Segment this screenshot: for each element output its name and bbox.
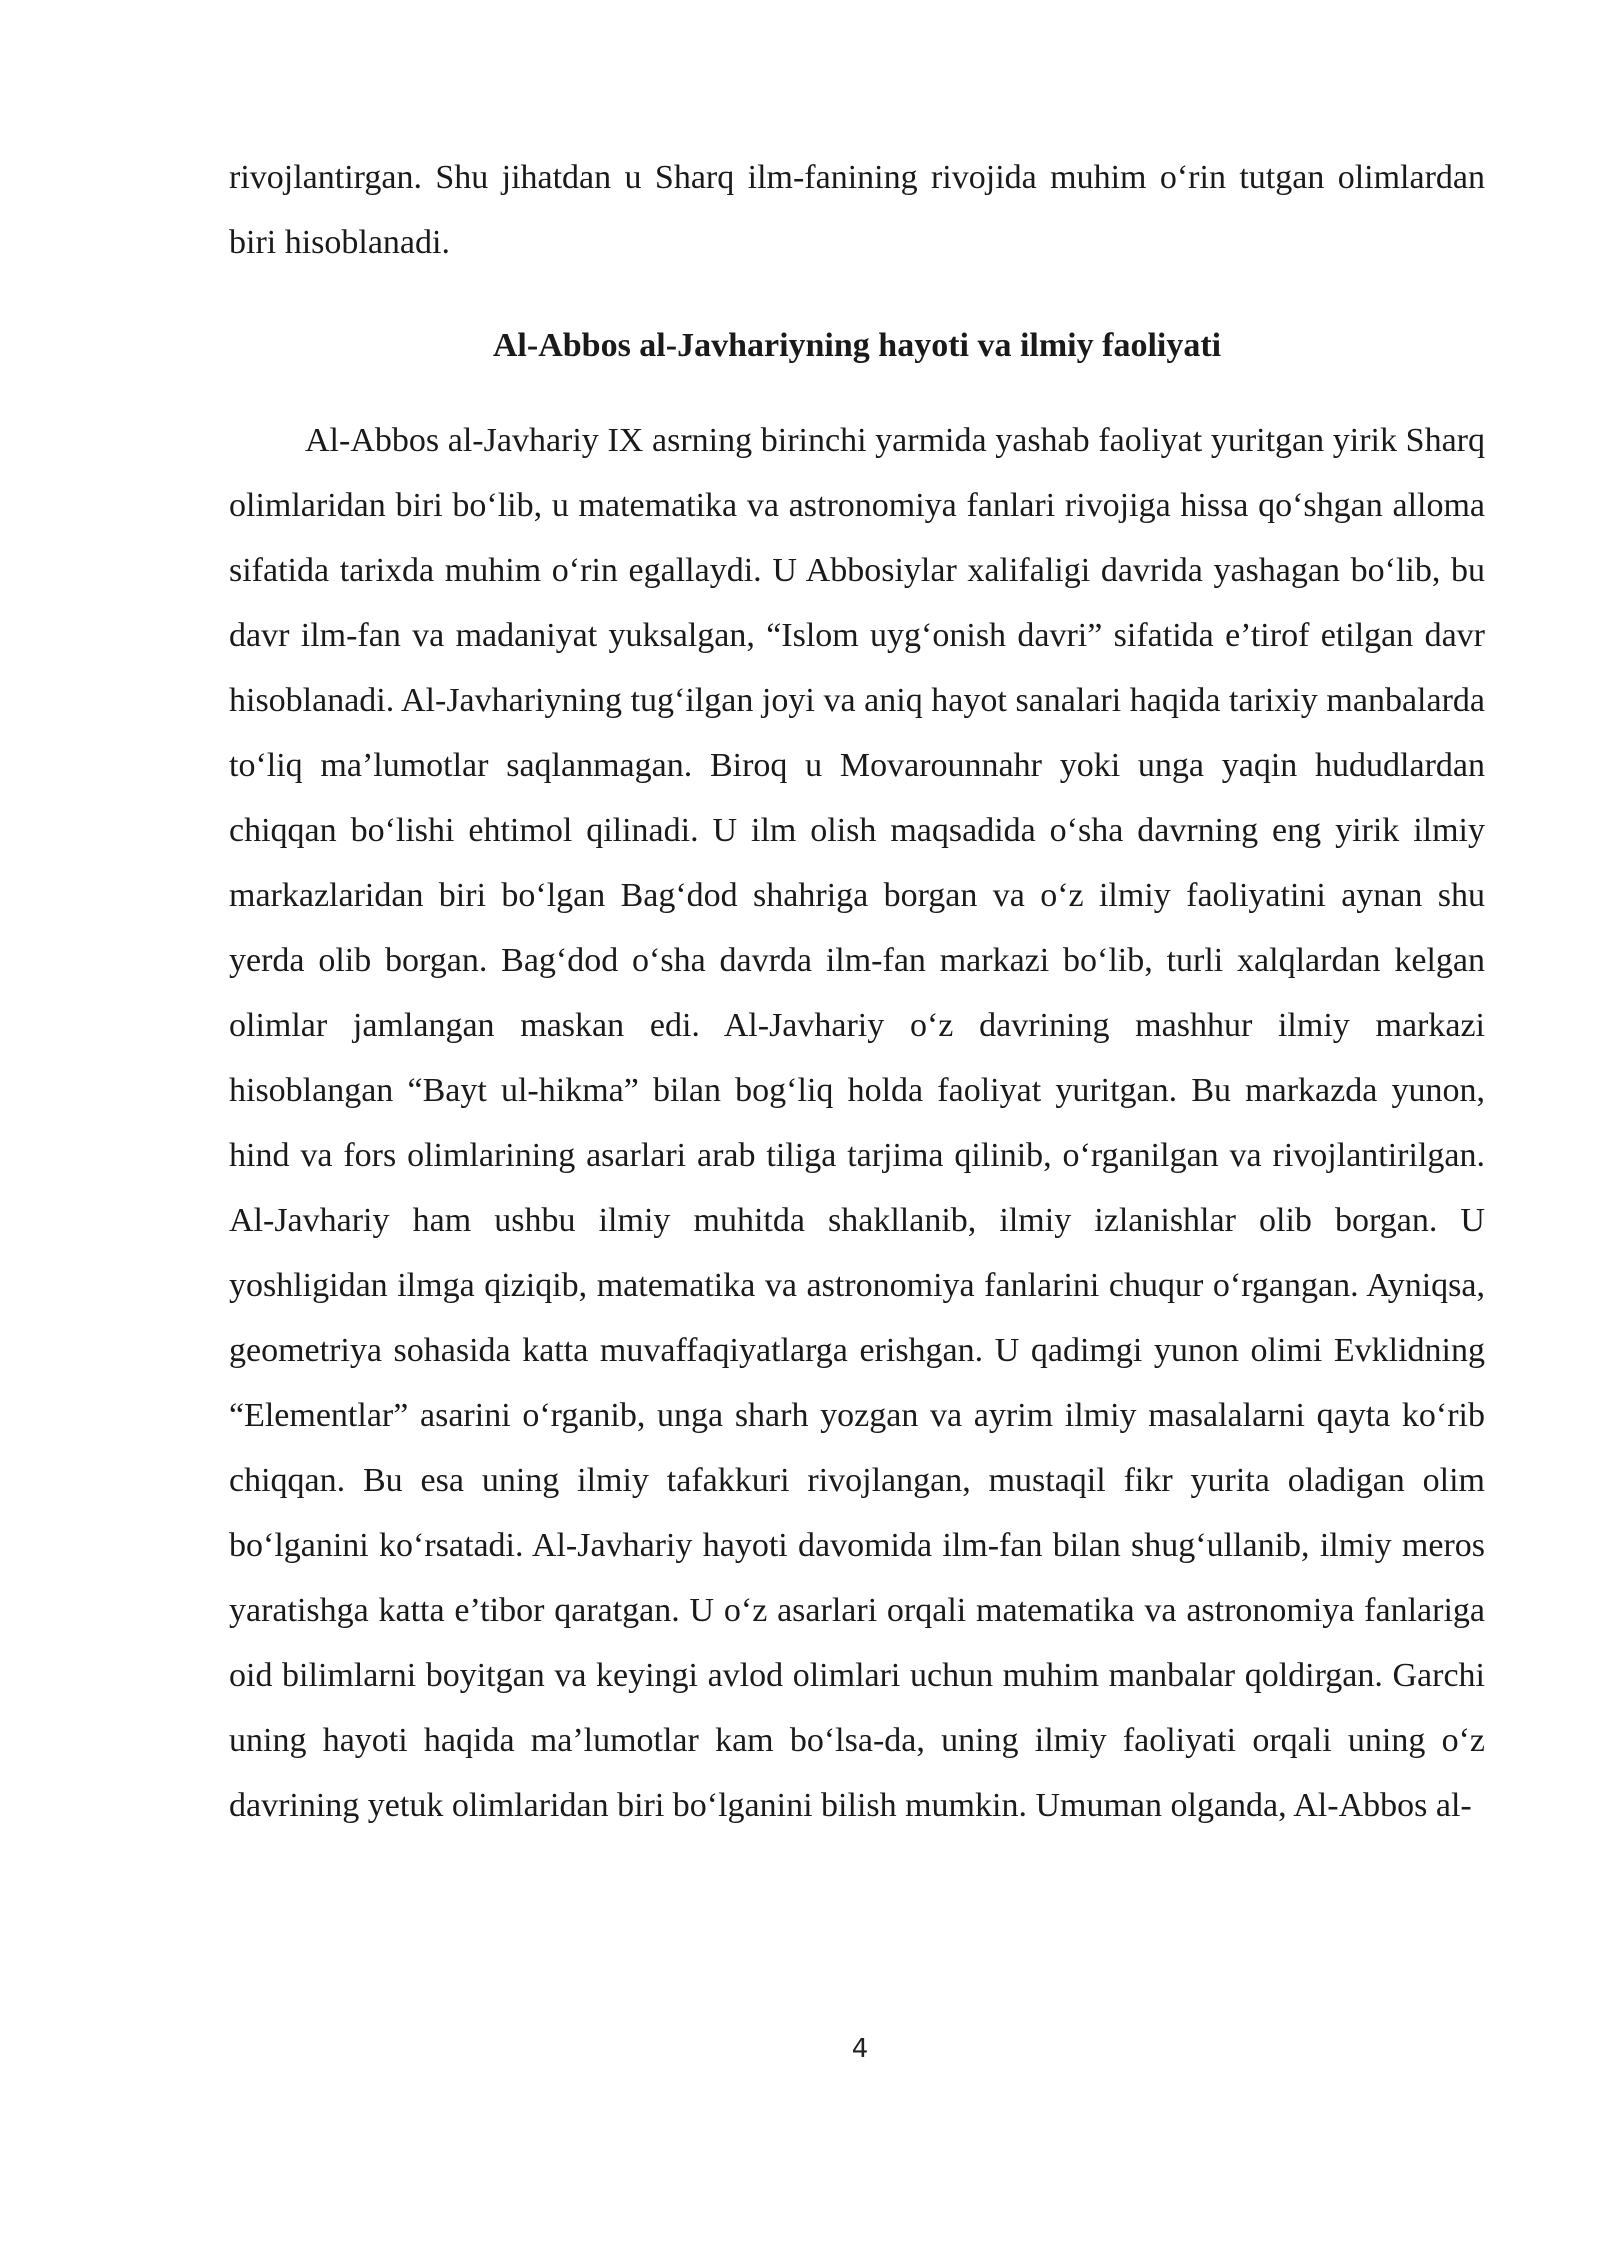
body-paragraph: Al-Abbos al-Javhariy IX asrning birinchi yarmida yashab faoliyat yuritgan yirik Sharq olimlaridan biri bo‘lib, u matematika va astronomiya fanlari rivojiga hissa qo‘shgan alloma sifatida tarixda muhim o‘rin egallaydi. U Abbosiylar xalifaligi davrida yashagan bo‘lib, bu davr ilm-fan va madaniyat yuksalgan, “Islom uyg‘onish davri” sifatida e’tirof etilgan davr hisoblanadi. Al-Javhariyning tug‘ilgan joyi va aniq hayot sanalari haqida tarixiy manbalarda to‘liq ma’lumotlar saqlanmagan. Biroq u Movarounnahr yoki unga yaqin hududlardan chiqqan bo‘lishi ehtimol qilinadi. U ilm olish maqsadida o‘sha davrning eng yirik ilmiy markazlaridan biri bo‘lgan Bag‘dod shahriga borgan va o‘z ilmiy faoliyatini aynan shu yerda olib borgan. Bag‘dod o‘sha davrda ilm-fan markazi bo‘lib, turli xalqlardan kelgan olimlar jamlangan maskan edi. Al-Javhariy o‘z davrining mashhur ilmiy markazi hisoblangan “Bayt ul-hikma” bilan bog‘liq holda faoliyat yuritgan. Bu markazda yunon, hind va fors olimlarining asarlari arab tiliga tarjima qilinib, o‘rganilgan va rivojlantirilgan. Al-Javhariy ham ushbu ilmiy muhitda shakllanib, ilmiy izlanishlar olib borgan. U yoshligidan ilmga qiziqib, matematika va astronomiya fanlarini chuqur o‘rgangan. Ayniqsa, geometriya sohasida katta muvaffaqiyatlarga erishgan. U qadimgi yunon olimi Evklidning “Elementlar” asarini o‘rganib, unga sharh yozgan va ayrim ilmiy masalalarni qayta ko‘rib chiqqan. Bu esa uning ilmiy tafakkuri rivojlangan, mustaqil fikr yurita oladigan olim bo‘lganini ko‘rsatadi. Al-Javhariy hayoti davomida ilm-fan bilan shug‘ullanib, ilmiy meros yaratishga katta e’tibor qaratgan. U o‘z asarlari orqali matematika va astronomiya fanlariga oid bilimlarni boyitgan va keyingi avlod olimlari uchun muhim manbalar qoldirgan. Garchi uning hayoti haqida ma’lumotlar kam bo‘lsa-da, uning ilmiy faoliyati orqali uning o‘z davrining yetuk olimlaridan biri bo‘lganini bilish mumkin. Umuman olganda, Al-Abbos al- <box>229 422 1485 1824</box>
page-content <box>229 145 1485 1838</box>
section-heading: Al-Abbos al-Javhariyning hayoti va ilmiy faoliyati <box>492 327 1222 364</box>
page-number: 4 <box>851 2034 869 2064</box>
intro-paragraph: rivojlantirgan. Shu jihatdan u Sharq ilm-fanining rivojida muhim o‘rin tutgan olimlardan biri hisoblanadi. <box>229 159 1485 261</box>
